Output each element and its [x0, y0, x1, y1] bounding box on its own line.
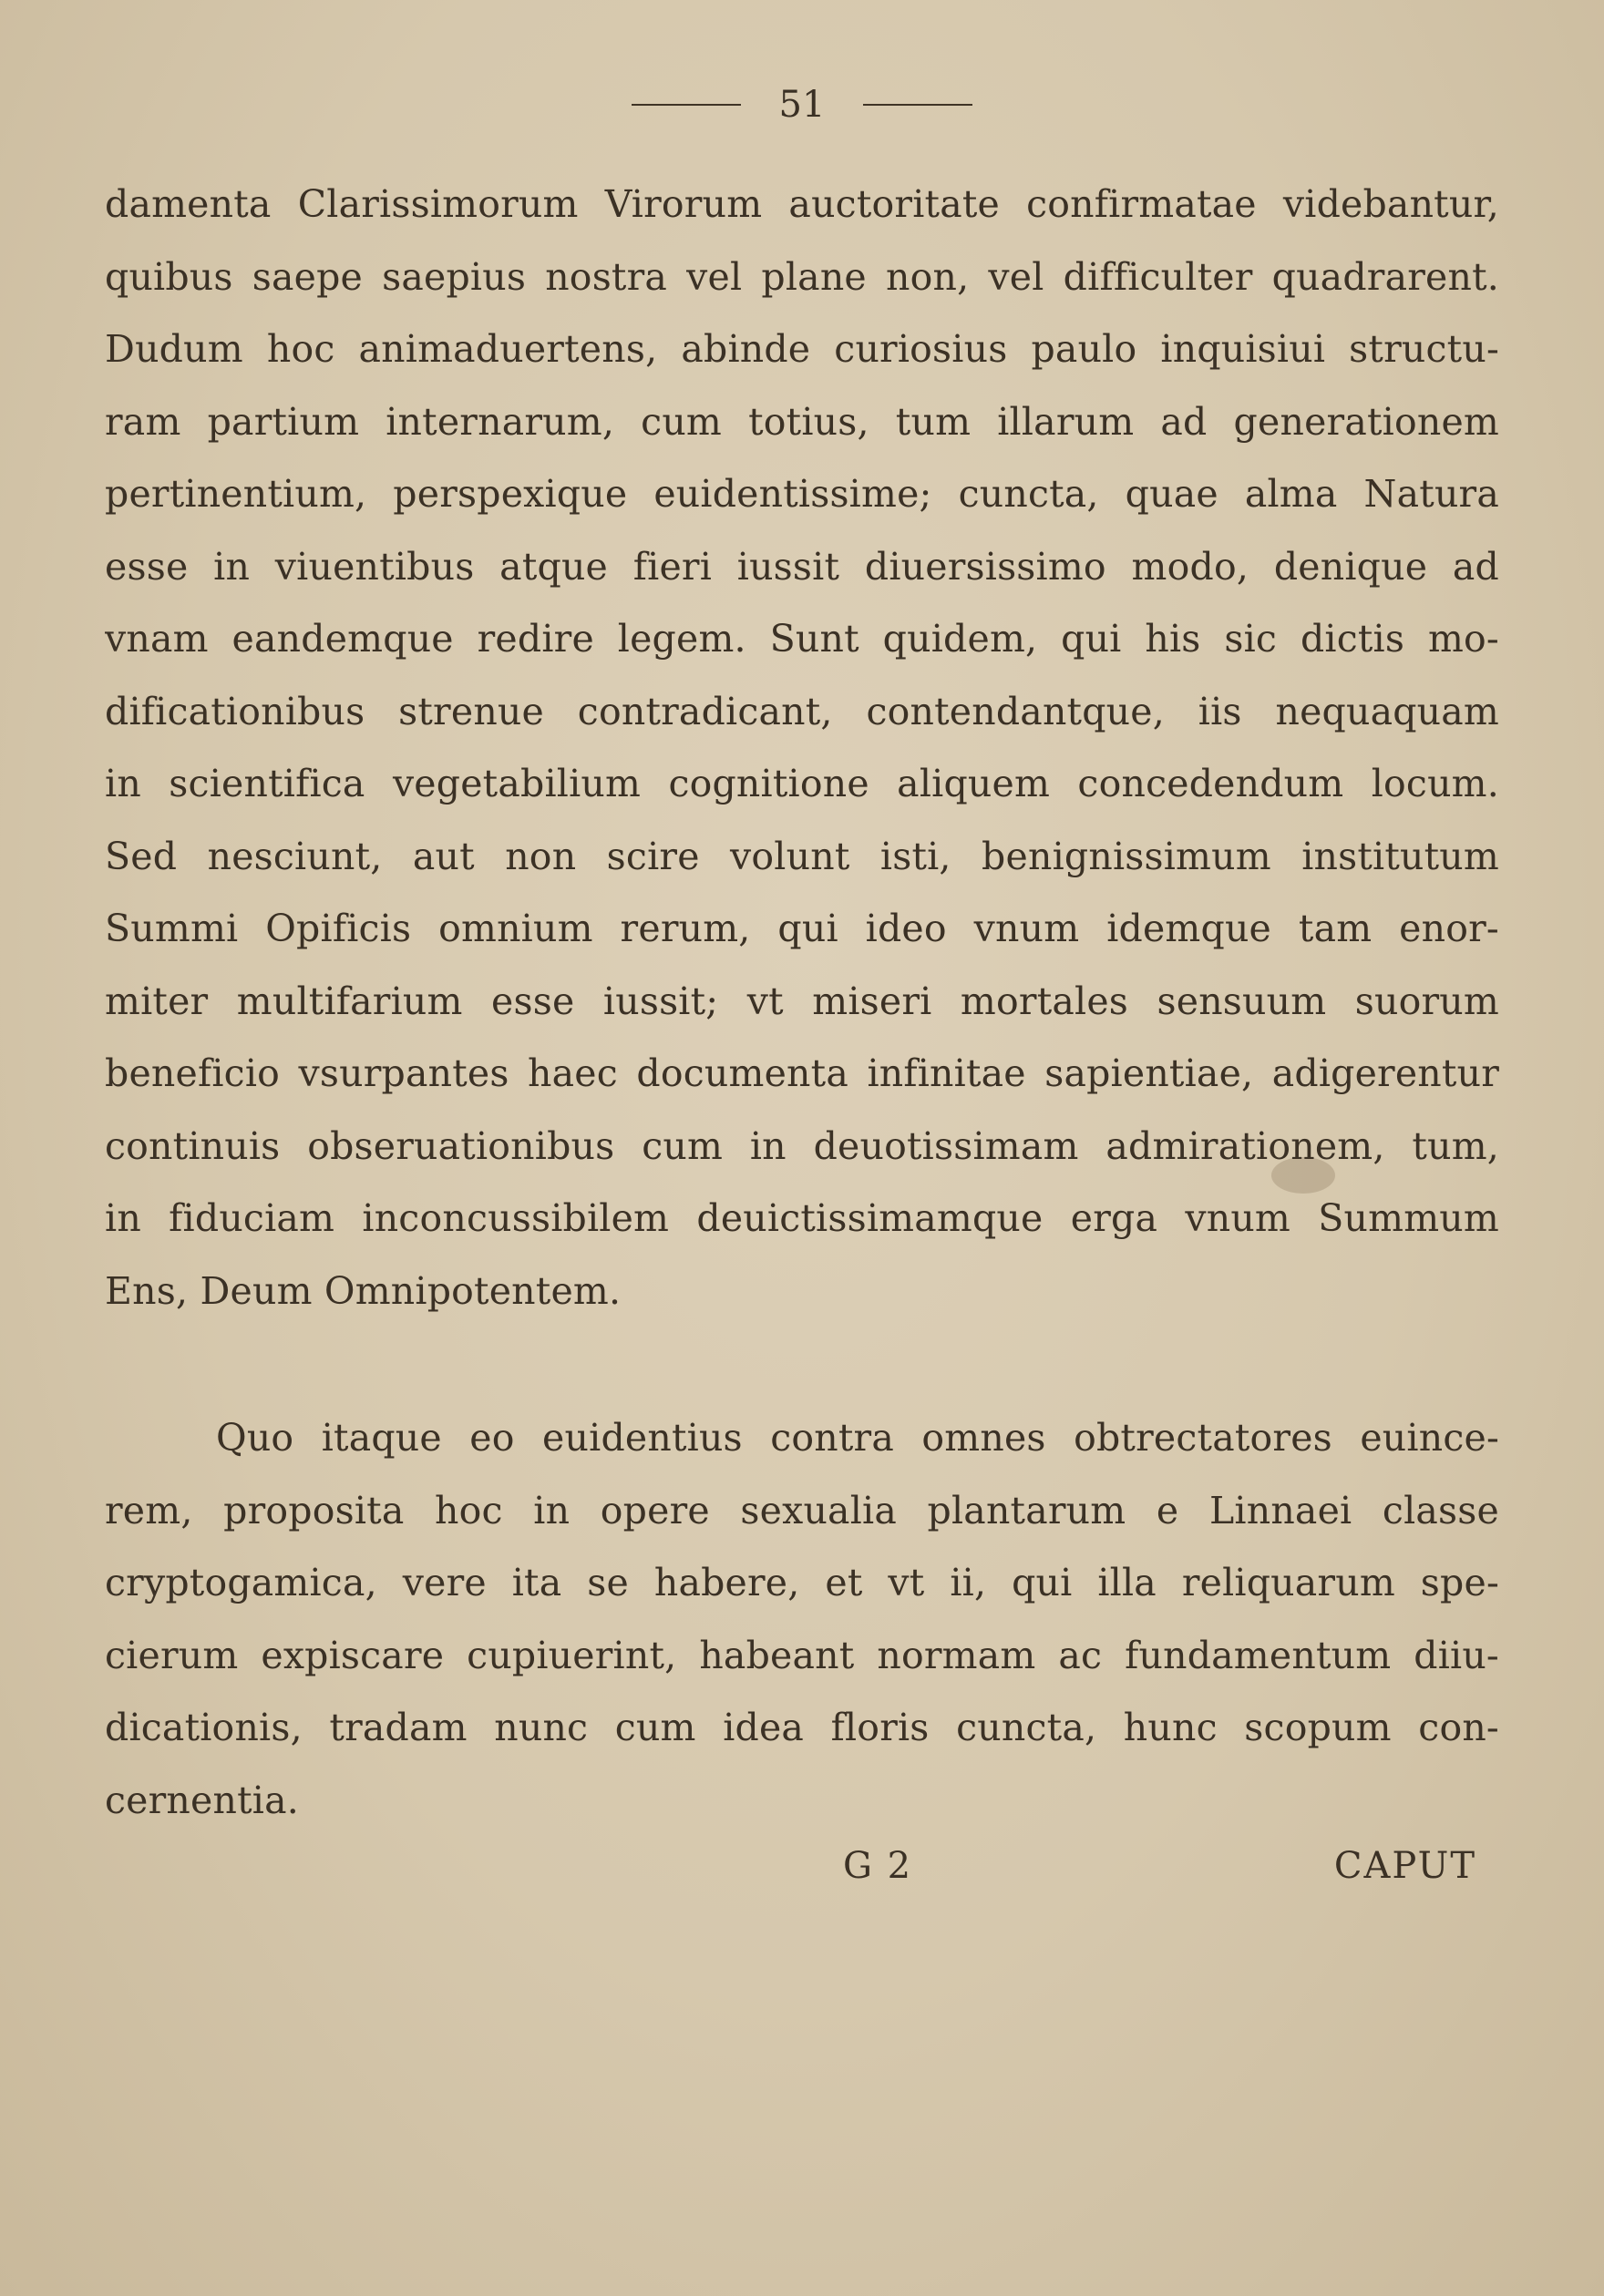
paragraph-gap [105, 1327, 1499, 1402]
header-rule-left [632, 104, 741, 106]
text-line: dicationis, tradam nunc cum idea floris cuncta, hunc scopum con- [105, 1706, 1499, 1749]
page-header [0, 84, 1604, 129]
text-line: Summi Opificis omnium rerum, qui ideo vnum idemque tam enor- [105, 907, 1499, 950]
text-line: continuis obseruationibus cum in deuotissimam admirationem, tum, [105, 1123, 1499, 1168]
text-line: cryptogamica, vere ita se habere, et vt ii, qui illa reliquarum spe- [105, 1561, 1499, 1604]
text-line: rem, proposita hoc in opere sexualia plantarum e Linnaei classe [105, 1488, 1499, 1532]
text-line: quibus saepe saepius nostra vel plane non, vel difficulter quadrarent. [105, 254, 1499, 299]
signature-mark: G 2 [843, 1845, 913, 1887]
text-line: dificationibus strenue contradicant, contendantque, iis nequaquam [105, 689, 1499, 733]
text-line: vnam eandemque redire legem. Sunt quidem, qui his sic dictis mo- [105, 617, 1499, 661]
text-line: Quo itaque eo euidentius contra omnes obtrectatores euince- [216, 1416, 1499, 1460]
text-line: miter multifarium esse iussit; vt miseri mortales sensuum suorum [105, 979, 1499, 1023]
page-number: 51 [778, 84, 826, 126]
header-rule-right [863, 104, 972, 106]
text-line: ram partium internarum, cum totius, tum illarum ad generationem [105, 399, 1499, 444]
text-line: esse in viuentibus atque fieri iussit diuersissimo modo, denique ad [105, 544, 1499, 589]
text-line: Sed nesciunt, aut non scire volunt isti, benignissimum institutum [105, 834, 1499, 878]
text-line: Ens, Deum Omnipotentem. [105, 1268, 622, 1313]
page-footer [0, 1845, 1604, 1900]
text-line: beneficio vsurpantes haec documenta infinitae sapientiae, adigerentur [105, 1051, 1499, 1095]
text-line: in fiduciam inconcussibilem deuictissimamque erga vnum Summum [105, 1196, 1499, 1240]
text-line: pertinentium, perspexique euidentissime; cuncta, quae alma Natura [105, 472, 1499, 516]
text-line: damenta Clarissimorum Virorum auctoritate confirmatae videbantur, [105, 182, 1499, 226]
text-line: cernentia. [105, 1778, 299, 1822]
catchword: CAPUT [1333, 1845, 1476, 1887]
paragraph-2 [105, 1402, 1499, 1837]
text-line: Dudum hoc animaduertens, abinde curiosius paulo inquisiui structu- [105, 327, 1499, 371]
text-line: in scientifica vegetabilium cognitione aliquem concedendum locum. [105, 762, 1499, 805]
paragraph-1 [105, 169, 1499, 1327]
body-text [105, 169, 1499, 1837]
text-line: cierum expiscare cupiuerint, habeant normam ac fundamentum diiu- [105, 1633, 1499, 1677]
